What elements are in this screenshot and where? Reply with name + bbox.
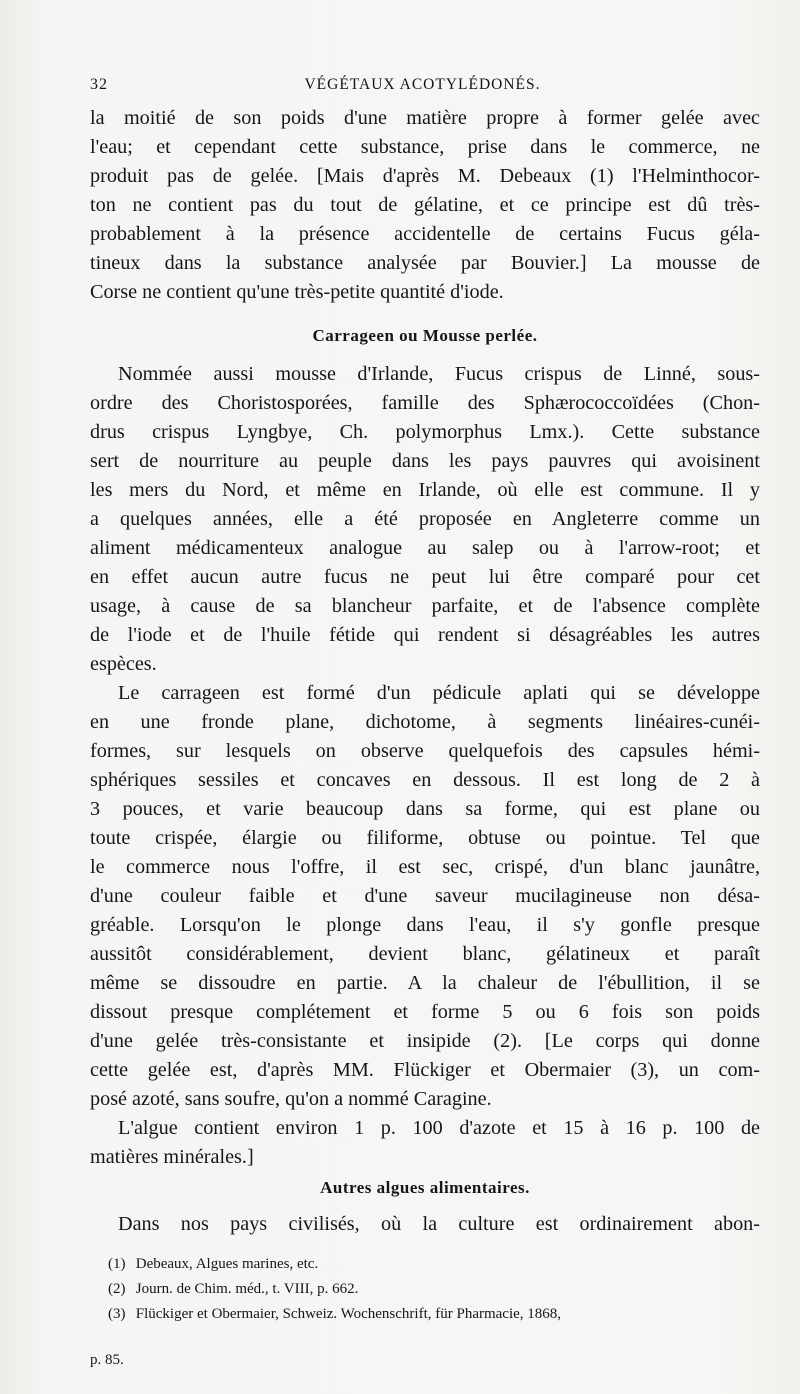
text-line: dissout presque complétement et forme 5 ou 6 fois son poids: [90, 1001, 760, 1023]
text-line: probablement à la présence accidentelle de certains Fucus géla-: [90, 223, 760, 245]
footnote: [90, 1252, 760, 1277]
footnote-number: (2): [108, 1281, 126, 1297]
text-line: la moitié de son poids d'une matière propre à former gelée avec: [90, 107, 760, 129]
text-line: toute crispée, élargie ou filiforme, obtuse ou pointue. Tel que: [90, 827, 760, 849]
text-line: espèces.: [90, 653, 157, 675]
text-line: posé azoté, sans soufre, qu'on a nommé Caragine.: [90, 1088, 492, 1110]
running-title: VÉGÉTAUX ACOTYLÉDONÉS.: [304, 76, 541, 93]
text-line: ton ne contient pas du tout de gélatine, et ce principe est dû très-: [90, 194, 760, 216]
footnote-continuation: p. 85.: [90, 1352, 124, 1368]
section-heading: Carrageen ou Mousse perlée.: [312, 326, 538, 345]
text-line: les mers du Nord, et même en Irlande, où elle est commune. Il y: [90, 479, 760, 501]
text-line: le commerce nous l'offre, il est sec, crispé, d'un blanc jaunâtre,: [90, 856, 760, 878]
text-line: Le carrageen est formé d'un pédicule aplati qui se développe: [118, 682, 760, 704]
page-number: 32: [90, 76, 108, 93]
text-line: d'une gelée très-consistante et insipide (2). [Le corps qui donne: [90, 1030, 760, 1052]
text-line: aussitôt considérablement, devient blanc, gélatineux et paraît: [90, 943, 760, 965]
text-line: 3 pouces, et varie beaucoup dans sa forme, qui est plane ou: [90, 798, 760, 820]
text-line: L'algue contient environ 1 p. 100 d'azote et 15 à 16 p. 100 de: [118, 1117, 760, 1139]
text-line: sert de nourriture au peuple dans les pays pauvres qui avoisinent: [90, 450, 760, 472]
text-line: tineux dans la substance analysée par Bouvier.] La mousse de: [90, 252, 760, 274]
text-line: Dans nos pays civilisés, où la culture est ordinairement abon-: [118, 1213, 760, 1235]
text-line: formes, sur lesquels on observe quelquefois des capsules hémi-: [90, 740, 760, 762]
footnote-text: Journ. de Chim. méd., t. VIII, p. 662.: [135, 1281, 359, 1297]
text-line: Corse ne contient qu'une très-petite quantité d'iode.: [90, 281, 504, 303]
footnotes: [90, 1252, 760, 1327]
text-line: cette gelée est, d'après MM. Flückiger et Obermaier (3), un com-: [90, 1059, 760, 1081]
text-line: en effet aucun autre fucus ne peut lui être comparé pour cet: [90, 566, 760, 588]
text-line: a quelques années, elle a été proposée en Angleterre comme un: [90, 508, 760, 530]
text-line: gréable. Lorsqu'on le plonge dans l'eau, il s'y gonfle presque: [90, 914, 760, 936]
footnote-text: Flückiger et Obermaier, Schweiz. Wochenschrift, für Pharmacie, 1868,: [135, 1306, 562, 1322]
text-line: même se dissoudre en partie. A la chaleur de l'ébullition, il se: [90, 972, 760, 994]
text-line: Nommée aussi mousse d'Irlande, Fucus crispus de Linné, sous-: [118, 363, 760, 385]
footnote: [90, 1277, 760, 1302]
text-line: produit pas de gelée. [Mais d'après M. Debeaux (1) l'Helminthocor-: [90, 165, 760, 187]
text-line: de l'iode et de l'huile fétide qui rendent si désagréables les autres: [90, 624, 760, 646]
footnote-number: (1): [108, 1256, 126, 1272]
section-heading: Autres algues alimentaires.: [320, 1178, 530, 1197]
page-header: [90, 76, 755, 98]
text-line: ordre des Choristosporées, famille des Sphærococcoïdées (Chon-: [90, 392, 760, 414]
text-line: sphériques sessiles et concaves en dessous. Il est long de 2 à: [90, 769, 760, 791]
text-line: l'eau; et cependant cette substance, prise dans le commerce, ne: [90, 136, 760, 158]
text-line: matières minérales.]: [90, 1146, 254, 1168]
text-line: d'une couleur faible et d'une saveur mucilagineuse non désa-: [90, 885, 760, 907]
text-line: aliment médicamenteux analogue au salep ou à l'arrow-root; et: [90, 537, 760, 559]
footnote: [90, 1302, 760, 1327]
footnote-text: Debeaux, Algues marines, etc.: [135, 1256, 319, 1272]
text-line: usage, à cause de sa blancheur parfaite, et de l'absence complète: [90, 595, 760, 617]
text-line: en une fronde plane, dichotome, à segments linéaires-cunéi-: [90, 711, 760, 733]
footnote-number: (3): [108, 1306, 126, 1322]
text-line: drus crispus Lyngbye, Ch. polymorphus Lmx.). Cette substance: [90, 421, 760, 443]
